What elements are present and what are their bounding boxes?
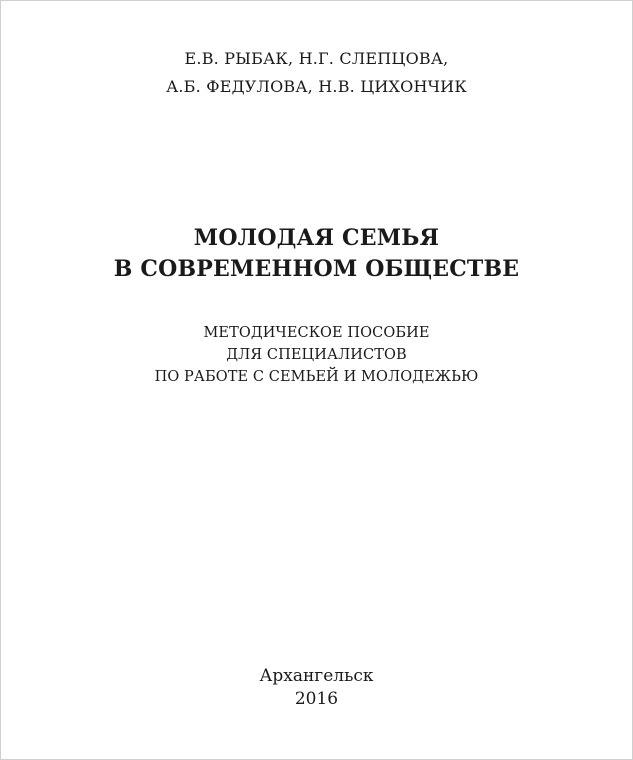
book-title-line-1: МОЛОДАЯ СЕМЬЯ bbox=[193, 225, 440, 251]
book-subtitle bbox=[1, 322, 632, 388]
book-title-line-2: В СОВРЕМЕННОМ ОБЩЕСТВЕ bbox=[113, 256, 520, 282]
book-title bbox=[1, 223, 632, 285]
authors-line-1: Е.В. РЫБАК, Н.Г. СЛЕПЦОВА, bbox=[184, 49, 449, 68]
authors bbox=[1, 45, 632, 101]
book-subtitle-line-3: ПО РАБОТЕ С СЕМЬЕЙ И МОЛОДЕЖЬЮ bbox=[154, 369, 479, 385]
imprint-city: Архангельск bbox=[259, 666, 374, 686]
imprint bbox=[1, 665, 632, 711]
book-subtitle-line-2: ДЛЯ СПЕЦИАЛИСТОВ bbox=[226, 347, 407, 363]
authors-line-2: А.Б. ФЕДУЛОВА, Н.В. ЦИХОНЧИК bbox=[166, 77, 467, 96]
book-subtitle-line-1: МЕТОДИЧЕСКОЕ ПОСОБИЕ bbox=[203, 325, 430, 341]
imprint-year: 2016 bbox=[294, 689, 339, 709]
